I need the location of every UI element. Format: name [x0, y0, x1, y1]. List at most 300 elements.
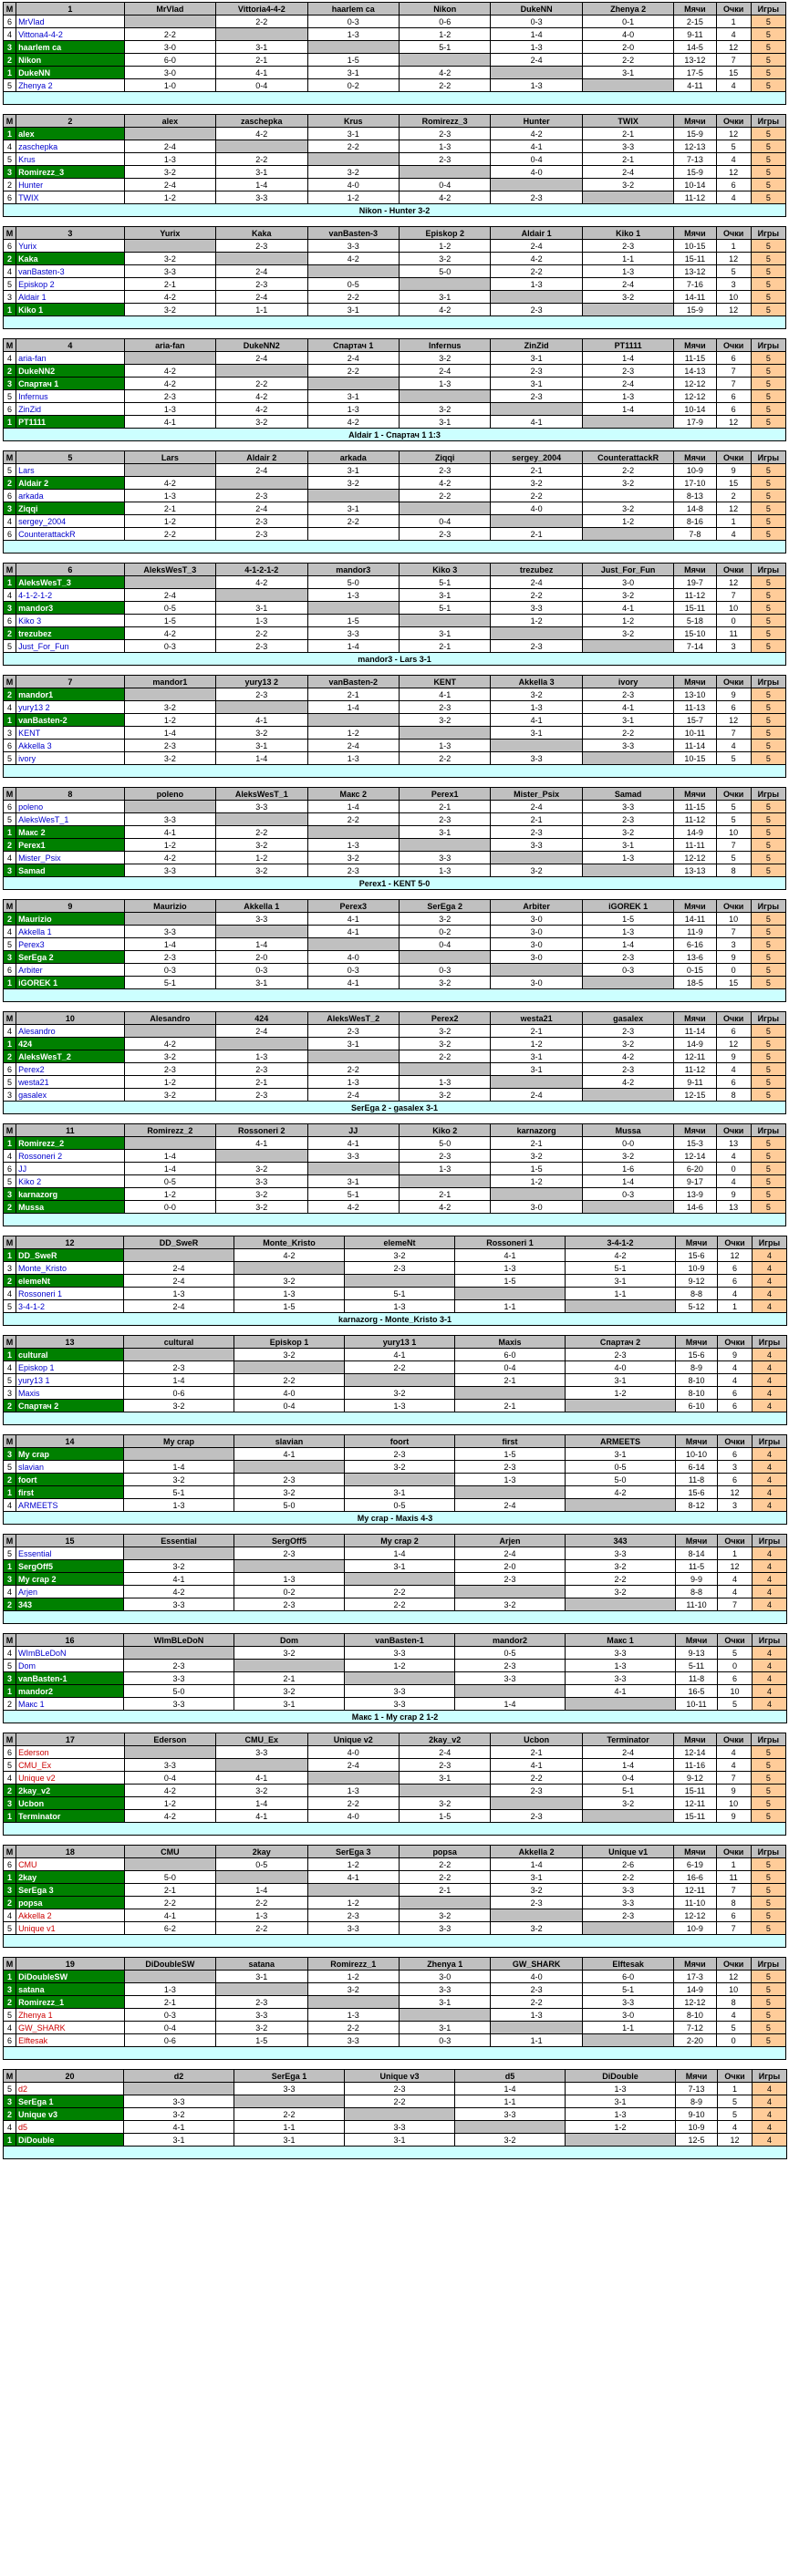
player-link[interactable]: foort	[16, 1474, 124, 1486]
player-link[interactable]: Rossoneri 1	[16, 1288, 124, 1300]
self-cell	[399, 278, 490, 291]
result-cell: 1-0	[124, 79, 215, 92]
player-link[interactable]: CounterattackR	[16, 528, 125, 541]
opponent-header: GW_SHARK	[491, 1958, 582, 1971]
games-cell: 5	[751, 826, 785, 839]
result-cell: 0-4	[455, 1361, 566, 1374]
player-link[interactable]: Arjen	[16, 1586, 124, 1598]
pos-cell: 3	[4, 602, 16, 615]
player-link[interactable]: Alesandro	[16, 1025, 125, 1038]
result-cell: 1-4	[124, 1461, 234, 1474]
result-cell: 1-2	[124, 1797, 215, 1810]
player-link[interactable]: Samad	[16, 864, 125, 877]
balls-cell: 10-14	[674, 179, 716, 191]
player-link[interactable]: Akkella 3	[16, 740, 125, 752]
opponent-header: trezubez	[491, 564, 582, 576]
result-cell: 1-3	[307, 2009, 399, 2022]
player-link[interactable]: Nikon	[16, 54, 125, 67]
result-cell: 2-3	[124, 951, 215, 964]
self-cell	[124, 240, 215, 253]
result-cell: 3-2	[399, 1909, 490, 1922]
player-link[interactable]: DD_SweR	[16, 1249, 124, 1262]
self-cell	[307, 1884, 399, 1897]
points-cell: 1	[716, 1858, 751, 1871]
balls-header: Мячи	[676, 2070, 718, 2083]
player-link[interactable]: Спартач 1	[16, 378, 125, 390]
player-link[interactable]: Infernus	[16, 390, 125, 403]
group-number: 2	[16, 115, 125, 128]
result-cell: 1-4	[307, 801, 399, 813]
player-link[interactable]: aria-fan	[16, 352, 125, 365]
player-link[interactable]: Kiko 2	[16, 1175, 125, 1188]
pos-cell: 5	[4, 464, 16, 477]
table-row	[4, 490, 786, 502]
player-link[interactable]: Essential	[16, 1547, 124, 1560]
pos-cell: 1	[4, 67, 16, 79]
table-row	[4, 1448, 787, 1461]
player-link[interactable]: Romirezz_2	[16, 1137, 125, 1150]
result-cell: 3-2	[124, 752, 215, 765]
balls-cell: 11-16	[674, 1759, 716, 1772]
final-row	[4, 1102, 786, 1114]
games-cell: 5	[751, 602, 785, 615]
games-cell: 5	[751, 1150, 785, 1163]
final-match	[4, 1823, 786, 1836]
player-link[interactable]: KENT	[16, 727, 125, 740]
player-link[interactable]: JJ	[16, 1163, 125, 1175]
player-link[interactable]: SerEga 2	[16, 951, 125, 964]
self-cell	[124, 913, 215, 926]
points-cell: 8	[716, 864, 751, 877]
games-cell: 5	[751, 2009, 785, 2022]
player-link[interactable]: Monte_Kristo	[16, 1262, 124, 1275]
table-row	[4, 515, 786, 528]
balls-cell: 15-9	[674, 166, 716, 179]
result-cell: 3-3	[307, 1922, 399, 1935]
result-cell: 2-3	[124, 1660, 234, 1672]
final-match: Nikon - Hunter 3-2	[4, 204, 786, 217]
player-link[interactable]: DukeNN	[16, 67, 125, 79]
games-cell: 5	[751, 16, 785, 28]
opponent-header: Ziqqi	[399, 451, 490, 464]
player-link[interactable]: Макс 2	[16, 826, 125, 839]
result-cell: 3-3	[345, 1647, 455, 1660]
player-link[interactable]: Arbiter	[16, 964, 125, 977]
games-header: Игры	[751, 451, 785, 464]
player-link[interactable]: Kiko 1	[16, 304, 125, 316]
player-link[interactable]: AleksWesT_1	[16, 813, 125, 826]
points-header: Очки	[716, 3, 751, 16]
final-match	[4, 541, 786, 553]
pos-header: M	[4, 1958, 16, 1971]
player-link[interactable]: vanBasten-3	[16, 265, 125, 278]
player-link[interactable]: popsa	[16, 1897, 125, 1909]
pos-cell: 4	[4, 852, 16, 864]
points-cell: 7	[716, 1772, 751, 1785]
points-cell: 4	[718, 1374, 753, 1387]
result-cell: 3-3	[124, 864, 215, 877]
player-link[interactable]: Terminator	[16, 1810, 125, 1823]
player-link[interactable]: ARMEETS	[16, 1499, 124, 1512]
opponent-header: Hunter	[491, 115, 582, 128]
pos-cell: 4	[4, 926, 16, 938]
player-link[interactable]: arkada	[16, 490, 125, 502]
result-cell: 3-3	[124, 926, 215, 938]
player-link[interactable]: PT1111	[16, 416, 125, 429]
player-link[interactable]: 4-1-2-1-2	[16, 589, 125, 602]
result-cell: 3-2	[582, 477, 673, 490]
pos-cell: 6	[4, 403, 16, 416]
player-link[interactable]: SerEga 3	[16, 1884, 125, 1897]
player-link[interactable]: yury13 2	[16, 701, 125, 714]
games-cell: 5	[751, 128, 785, 140]
result-cell: 2-3	[582, 1025, 673, 1038]
player-link[interactable]: CMU	[16, 1858, 125, 1871]
table-row	[4, 128, 786, 140]
opponent-header: Essential	[124, 1535, 234, 1547]
balls-header: Мячи	[674, 788, 716, 801]
result-cell: 1-5	[124, 615, 215, 627]
result-cell: 2-4	[399, 365, 490, 378]
points-cell: 2	[716, 490, 751, 502]
player-link[interactable]: 2kay_v2	[16, 1785, 125, 1797]
player-link[interactable]: cultural	[16, 1349, 124, 1361]
player-link[interactable]: Perex1	[16, 839, 125, 852]
player-link[interactable]: Rossoneri 2	[16, 1150, 125, 1163]
points-cell: 9	[716, 1188, 751, 1201]
player-link[interactable]: vanBasten-1	[16, 1672, 124, 1685]
player-link[interactable]: TWIX	[16, 191, 125, 204]
pos-cell: 5	[4, 2009, 16, 2022]
table-row	[4, 278, 786, 291]
player-link[interactable]: Aldair 2	[16, 477, 125, 490]
player-link[interactable]: first	[16, 1486, 124, 1499]
points-cell: 6	[716, 1909, 751, 1922]
pos-cell: 6	[4, 801, 16, 813]
player-link[interactable]: elemeNt	[16, 1275, 124, 1288]
games-cell: 5	[751, 2022, 785, 2034]
balls-cell: 13-10	[674, 688, 716, 701]
player-link[interactable]: iGOREK 1	[16, 977, 125, 989]
result-cell: 3-1	[582, 839, 673, 852]
table-row	[4, 2134, 787, 2147]
result-cell: 1-3	[345, 1400, 455, 1412]
player-link[interactable]: Unique v3	[16, 2108, 124, 2121]
player-link[interactable]: WImBLeDoN	[16, 1647, 124, 1660]
self-cell	[307, 490, 399, 502]
player-link[interactable]: sergey_2004	[16, 515, 125, 528]
points-cell: 6	[718, 1275, 753, 1288]
table-row	[4, 1499, 787, 1512]
group-header-row	[4, 1435, 787, 1448]
player-link[interactable]: Episkop 1	[16, 1361, 124, 1374]
result-cell: 3-2	[582, 826, 673, 839]
player-link[interactable]: Zhenya 1	[16, 2009, 125, 2022]
self-cell	[566, 1300, 676, 1313]
result-cell: 1-1	[582, 2022, 673, 2034]
player-link[interactable]: Aldair 1	[16, 291, 125, 304]
table-row	[4, 1971, 786, 1983]
balls-cell: 5-18	[674, 615, 716, 627]
player-link[interactable]: Dom	[16, 1660, 124, 1672]
player-link[interactable]: Unique v2	[16, 1772, 125, 1785]
points-cell: 10	[716, 913, 751, 926]
player-link[interactable]: Ucbon	[16, 1797, 125, 1810]
result-cell: 0-3	[307, 964, 399, 977]
player-link[interactable]: ivory	[16, 752, 125, 765]
result-cell: 2-1	[399, 801, 490, 813]
player-link[interactable]: CMU_Ex	[16, 1759, 125, 1772]
player-link[interactable]: Mussa	[16, 1201, 125, 1214]
table-row	[4, 740, 786, 752]
player-link[interactable]: Perex2	[16, 1063, 125, 1076]
games-cell: 5	[751, 1089, 785, 1102]
player-link[interactable]: mandor1	[16, 688, 125, 701]
table-row	[4, 2095, 787, 2108]
self-cell	[455, 1288, 566, 1300]
pos-header: M	[4, 1435, 16, 1448]
result-cell: 5-1	[124, 977, 215, 989]
result-cell: 4-1	[216, 1137, 307, 1150]
player-link[interactable]: vanBasten-2	[16, 714, 125, 727]
games-cell: 5	[751, 1797, 785, 1810]
games-cell: 4	[753, 1660, 787, 1672]
result-cell: 4-2	[307, 1201, 399, 1214]
pos-cell: 4	[4, 1025, 16, 1038]
player-link[interactable]: ZinZid	[16, 403, 125, 416]
games-cell: 5	[751, 615, 785, 627]
player-link[interactable]: Yurix	[16, 240, 125, 253]
table-row	[4, 1922, 786, 1935]
pos-cell: 2	[4, 1050, 16, 1063]
self-cell	[399, 951, 490, 964]
points-cell: 5	[716, 265, 751, 278]
pos-cell: 4	[4, 2121, 16, 2134]
table-row	[4, 1486, 787, 1499]
player-link[interactable]: d5	[16, 2121, 124, 2134]
result-cell: 6-0	[124, 54, 215, 67]
player-link[interactable]: SergOff5	[16, 1560, 124, 1573]
pos-cell: 2	[4, 253, 16, 265]
player-link[interactable]: 3-4-1-2	[16, 1300, 124, 1313]
balls-cell: 15-7	[674, 714, 716, 727]
result-cell: 3-1	[491, 352, 582, 365]
self-cell	[124, 688, 215, 701]
group-table	[3, 1236, 787, 1326]
player-link[interactable]: trezubez	[16, 627, 125, 640]
result-cell: 4-0	[307, 1746, 399, 1759]
games-cell: 4	[753, 1598, 787, 1611]
player-link[interactable]: mandor2	[16, 1685, 124, 1698]
table-row	[4, 839, 786, 852]
self-cell	[491, 2022, 582, 2034]
player-link[interactable]: d2	[16, 2083, 124, 2095]
player-link[interactable]: Vittona4-4-2	[16, 28, 125, 41]
player-link[interactable]: 424	[16, 1038, 125, 1050]
player-link[interactable]: 2kay	[16, 1871, 125, 1884]
self-cell	[491, 403, 582, 416]
player-link[interactable]: DiDouble	[16, 2134, 124, 2147]
player-link[interactable]: GW_SHARK	[16, 2022, 125, 2034]
pos-cell: 5	[4, 1759, 16, 1772]
player-link[interactable]: poleno	[16, 801, 125, 813]
balls-cell: 15-11	[674, 1810, 716, 1823]
player-link[interactable]: 343	[16, 1598, 124, 1611]
points-cell: 12	[716, 576, 751, 589]
player-link[interactable]: karnazorg	[16, 1188, 125, 1201]
player-link[interactable]: Kaka	[16, 253, 125, 265]
pos-cell: 2	[4, 1474, 16, 1486]
games-header: Игры	[753, 1336, 787, 1349]
result-cell: 3-0	[399, 1971, 490, 1983]
player-link[interactable]: SerEga 1	[16, 2095, 124, 2108]
player-link[interactable]: Спартач 2	[16, 1400, 124, 1412]
result-cell: 3-2	[307, 477, 399, 490]
player-link[interactable]: Elftesak	[16, 2034, 125, 2047]
result-cell: 1-4	[124, 1150, 215, 1163]
player-link[interactable]: Akkella 1	[16, 926, 125, 938]
player-link[interactable]: Ederson	[16, 1746, 125, 1759]
player-link[interactable]: Lars	[16, 464, 125, 477]
result-cell: 0-3	[124, 964, 215, 977]
points-cell: 3	[716, 278, 751, 291]
player-link[interactable]: Hunter	[16, 179, 125, 191]
points-header: Очки	[716, 339, 751, 352]
player-link[interactable]: Romirezz_3	[16, 166, 125, 179]
self-cell	[399, 615, 490, 627]
balls-cell: 8-10	[676, 1374, 718, 1387]
player-link[interactable]: mandor3	[16, 602, 125, 615]
player-link[interactable]: Mister_Psix	[16, 852, 125, 864]
player-link[interactable]: alex	[16, 128, 125, 140]
balls-cell: 8-14	[676, 1547, 718, 1560]
result-cell: 2-0	[455, 1560, 566, 1573]
player-link[interactable]: yury13 1	[16, 1374, 124, 1387]
result-cell: 6-0	[582, 1971, 673, 1983]
games-header: Игры	[751, 788, 785, 801]
player-link[interactable]: Kiko 3	[16, 615, 125, 627]
player-link[interactable]: Episkop 2	[16, 278, 125, 291]
player-link[interactable]: westa21	[16, 1076, 125, 1089]
player-link[interactable]: Krus	[16, 153, 125, 166]
result-cell: 3-1	[234, 1698, 345, 1711]
games-cell: 4	[753, 1361, 787, 1374]
result-cell: 1-3	[399, 740, 490, 752]
points-cell: 6	[718, 1400, 753, 1412]
player-link[interactable]: Perex3	[16, 938, 125, 951]
games-cell: 5	[751, 752, 785, 765]
opponent-header: d5	[455, 2070, 566, 2083]
balls-cell: 6-19	[674, 1858, 716, 1871]
player-link[interactable]: slavian	[16, 1461, 124, 1474]
pos-header: M	[4, 1733, 16, 1746]
games-cell: 4	[753, 1374, 787, 1387]
balls-cell: 15-6	[676, 1486, 718, 1499]
self-cell	[582, 416, 673, 429]
balls-cell: 12-12	[674, 390, 716, 403]
player-link[interactable]: DiDoubleSW	[16, 1971, 125, 1983]
result-cell: 4-2	[566, 1249, 676, 1262]
result-cell: 5-1	[399, 41, 490, 54]
table-row	[4, 1201, 786, 1214]
player-link[interactable]: Akkella 2	[16, 1909, 125, 1922]
result-cell: 2-1	[399, 1884, 490, 1897]
pos-header: M	[4, 227, 16, 240]
pos-cell: 4	[4, 1361, 16, 1374]
player-link[interactable]: Maurizio	[16, 913, 125, 926]
result-cell: 2-2	[345, 1598, 455, 1611]
player-link[interactable]: My crap 2	[16, 1573, 124, 1586]
balls-cell: 9-12	[674, 1772, 716, 1785]
pos-cell: 6	[4, 1063, 16, 1076]
player-link[interactable]: DukeNN2	[16, 365, 125, 378]
opponent-header: Aldair 2	[216, 451, 307, 464]
pos-cell: 4	[4, 140, 16, 153]
result-cell: 1-3	[491, 2009, 582, 2022]
games-cell: 5	[751, 576, 785, 589]
points-cell: 10	[716, 291, 751, 304]
player-link[interactable]: Ziqqi	[16, 502, 125, 515]
points-cell: 5	[716, 813, 751, 826]
opponent-header: SerEga 1	[234, 2070, 345, 2083]
result-cell: 1-4	[216, 752, 307, 765]
table-row	[4, 1025, 786, 1038]
player-link[interactable]: Unique v1	[16, 1922, 125, 1935]
table-row	[4, 615, 786, 627]
player-link[interactable]: gasalex	[16, 1089, 125, 1102]
table-row	[4, 179, 786, 191]
player-link[interactable]: AleksWesT_3	[16, 576, 125, 589]
table-row	[4, 926, 786, 938]
player-link[interactable]: Just_For_Fun	[16, 640, 125, 653]
player-link[interactable]: Maxis	[16, 1387, 124, 1400]
table-row	[4, 714, 786, 727]
player-link[interactable]: satana	[16, 1983, 125, 1996]
result-cell: 4-1	[582, 701, 673, 714]
table-row	[4, 2108, 787, 2121]
player-link[interactable]: zaschepka	[16, 140, 125, 153]
table-row	[4, 576, 786, 589]
opponent-header: CMU_Ex	[216, 1733, 307, 1746]
player-link[interactable]: AleksWesT_2	[16, 1050, 125, 1063]
result-cell: 1-1	[455, 1300, 566, 1313]
final-match: Perex1 - KENT 5-0	[4, 877, 786, 890]
player-link[interactable]: Romirezz_1	[16, 1996, 125, 2009]
player-link[interactable]: MrVlad	[16, 16, 125, 28]
pos-header: M	[4, 451, 16, 464]
result-cell: 1-3	[399, 378, 490, 390]
table-row	[4, 416, 786, 429]
pos-cell: 2	[4, 1275, 16, 1288]
points-cell: 6	[718, 1387, 753, 1400]
final-match	[4, 1214, 786, 1226]
points-cell: 12	[716, 166, 751, 179]
points-cell: 9	[716, 1810, 751, 1823]
table-row	[4, 1884, 786, 1897]
player-link[interactable]: Zhenya 2	[16, 79, 125, 92]
points-cell: 3	[718, 1461, 753, 1474]
result-cell: 5-1	[566, 1262, 676, 1275]
result-cell: 4-2	[582, 1076, 673, 1089]
pos-cell: 1	[4, 416, 16, 429]
player-link[interactable]: My crap	[16, 1448, 124, 1461]
result-cell: 1-1	[234, 2121, 345, 2134]
table-row	[4, 54, 786, 67]
player-link[interactable]: Макс 1	[16, 1698, 124, 1711]
points-header: Очки	[716, 1124, 751, 1137]
result-cell: 3-1	[491, 378, 582, 390]
player-link[interactable]: haarlem ca	[16, 41, 125, 54]
